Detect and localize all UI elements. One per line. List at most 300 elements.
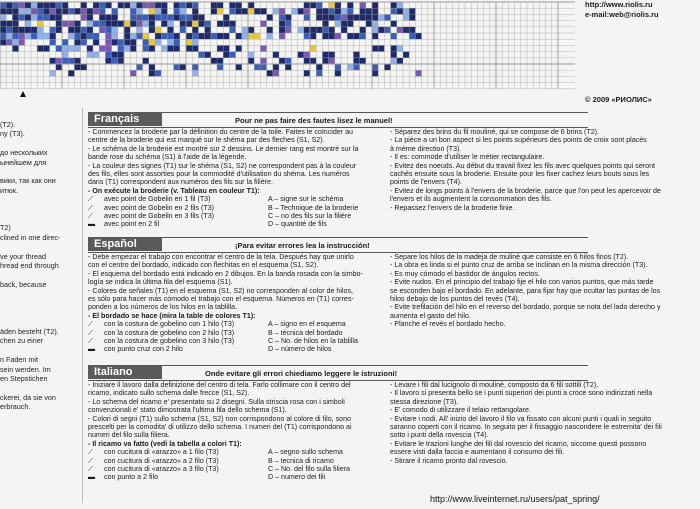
paragraph-line: à mème direction (T3).	[390, 144, 462, 153]
legend-technique: con cucitura di «arazzo» a 2 filo (T3)	[104, 456, 219, 465]
stitch-cell	[316, 70, 322, 76]
stitch-cell	[0, 14, 6, 20]
stitch-cell	[322, 27, 328, 33]
stitch-cell	[217, 8, 223, 14]
stitch-cell	[43, 8, 49, 14]
stitch-cell	[403, 8, 409, 14]
francais-subtitle: Pour ne pas faire des fautes lisez le manuel!	[235, 116, 393, 125]
paragraph-line: ricamo, indicato sullo schema dalle frecce (S1, S2).	[88, 389, 250, 398]
stitch-cell	[56, 21, 62, 27]
stitch-cell	[161, 21, 167, 27]
paragraph-line: - La couleur des signes (T1) sur le shéma (S1, S2) ne correspondent pas à la couleur	[88, 161, 357, 170]
stitch-cell	[403, 52, 409, 58]
stitch-cell	[149, 8, 155, 14]
stitch-cell	[56, 2, 62, 8]
left-fragment: chen zu einer	[0, 336, 44, 346]
paragraph-line: - La pièce a un bon aspect si les points supérieurs des points de croix sont placés	[390, 136, 647, 145]
stitch-cell	[143, 14, 149, 20]
stitch-cell	[329, 27, 335, 33]
stitch-cell	[136, 8, 142, 14]
left-fragment	[0, 299, 78, 308]
stitch-cell	[19, 14, 25, 20]
stitch-cell	[372, 33, 378, 39]
stitch-cell	[180, 14, 186, 20]
stitch-cell	[223, 21, 229, 27]
legend-row	[88, 329, 363, 337]
stitch-cell	[347, 14, 353, 20]
left-fragment	[0, 383, 78, 392]
stitch-cell	[174, 33, 180, 39]
stitch-cell	[74, 39, 80, 45]
stitch-cell	[37, 21, 43, 27]
stitch-cell	[161, 33, 167, 39]
left-fragment: T2)	[0, 223, 11, 233]
stitch-cell	[174, 64, 180, 70]
stitch-cell	[149, 14, 155, 20]
stitch-cell	[68, 58, 74, 64]
stitch-symbol-icon: ⟋	[88, 337, 93, 346]
stitch-cell	[304, 33, 310, 39]
stitch-cell	[174, 39, 180, 45]
stitch-cell	[267, 27, 273, 33]
stitch-cell	[25, 14, 31, 20]
stitch-cell	[6, 21, 12, 27]
stitch-cell	[360, 27, 366, 33]
stitch-cell	[130, 14, 136, 20]
stitch-cell	[329, 58, 335, 64]
stitch-cell	[93, 52, 99, 58]
stitch-cell	[186, 2, 192, 8]
paragraph-line: - El bordado se hace (mira la table de colores T1):	[88, 311, 256, 320]
paragraph-line: - E' comodo di utilizzare il telaio rettangolare.	[390, 406, 531, 415]
legend-definition: D – numero dei fili	[268, 473, 326, 482]
paragraph-line: hilos debajo de los puntos del revés (T4).	[390, 295, 520, 304]
paragraph-line: - La obra es linda si el punto cruz de arriba se inclinan en la misma dirección (T3).	[390, 261, 648, 270]
stitch-cell	[155, 27, 161, 33]
italiano-right-text	[390, 381, 662, 465]
paragraph-line: dans (T1) correspondent aux numéros des fils sur la filière.	[88, 178, 273, 187]
legend-technique: con cucitura di «arazzo» a 1 filo (T3)	[104, 448, 219, 457]
paragraph-line: - Es muy cómodo el bastidor de ángulos rectos.	[390, 269, 540, 278]
francais-left-text	[88, 128, 358, 229]
stitch-cell	[81, 14, 87, 20]
paragraph-line: se esconden bajo el bordado. En adelante, para fijar hay que ocultar las puntas de los	[390, 286, 661, 295]
stitch-cell	[236, 45, 242, 51]
stitch-cell	[112, 14, 118, 20]
stitch-cell	[229, 27, 235, 33]
stitch-cell	[310, 33, 316, 39]
stitch-cell	[279, 27, 285, 33]
left-fragment: back, because	[0, 279, 47, 289]
stitch-cell	[285, 21, 291, 27]
stitch-cell	[353, 33, 359, 39]
stitch-cell	[329, 33, 335, 39]
stitch-cell	[130, 45, 136, 51]
paragraph-line: - On exécute la broderie (v. Tableau en couleur T1):	[88, 186, 260, 195]
stitch-cell	[304, 52, 310, 58]
stitch-cell	[279, 8, 285, 14]
stitch-cell	[124, 45, 130, 51]
stitch-cell	[229, 2, 235, 8]
stitch-cell	[316, 64, 322, 70]
stitch-symbol-icon: ⟋	[88, 448, 93, 457]
stitch-cell	[341, 14, 347, 20]
legend-technique: con la costura de gobelino con 1 hilo (T3)	[104, 320, 235, 329]
paragraph-line: cachés ensuite sous la broderie. Ensuite pour les fixer cachez leurs bouts sous les	[390, 170, 650, 179]
stitch-cell	[81, 33, 87, 39]
left-column-fragments	[0, 120, 78, 412]
stitch-cell	[0, 21, 6, 27]
paragraph-line: - Evite trefilación del hilo en el reverso del bordado, porque se nota del lado derecho y	[390, 303, 661, 312]
stitch-cell	[6, 8, 12, 14]
stitch-cell	[124, 33, 130, 39]
stitch-cell	[12, 27, 18, 33]
stitch-cell	[335, 70, 341, 76]
paragraph-line: logía se indica la última fila del esquema (S1).	[88, 278, 233, 287]
stitch-cell	[322, 58, 328, 64]
stitch-cell	[99, 27, 105, 33]
stitch-cell	[285, 58, 291, 64]
stitch-cell	[236, 33, 242, 39]
stitch-cell	[223, 33, 229, 39]
stitch-cell	[322, 14, 328, 20]
stitch-cell	[211, 58, 217, 64]
stitch-cell	[56, 58, 62, 64]
stitch-cell	[285, 14, 291, 20]
stitch-cell	[366, 21, 372, 27]
stitch-cell	[229, 8, 235, 14]
stitch-cell	[167, 21, 173, 27]
stitch-cell	[12, 39, 18, 45]
stitch-cell	[180, 21, 186, 27]
paragraph-line: - Colores de señales (T1) en el esquema (S1, S2) no corresponden al color de hilos,	[88, 286, 353, 295]
website-link[interactable]: http://www.riolis.ru	[585, 0, 653, 9]
stitch-cell	[285, 64, 291, 70]
legend-technique: avec point de Gobelin en 2 fils (T3)	[104, 203, 215, 212]
stitch-cell	[37, 14, 43, 20]
stitch-cell	[130, 8, 136, 14]
paragraph-line: - Levare i fili dal lucignolo di mouliné, composto da 6 fili sottili (T2).	[390, 381, 599, 389]
stitch-cell	[118, 21, 124, 27]
stitch-cell	[136, 27, 142, 33]
stitch-cell	[68, 33, 74, 39]
stitch-cell	[136, 14, 142, 20]
stitch-cell	[68, 70, 74, 76]
stitch-cell	[74, 45, 80, 51]
stitch-cell	[81, 8, 87, 14]
stitch-cell	[50, 2, 56, 8]
legend-row	[88, 212, 358, 220]
stitch-cell	[347, 64, 353, 70]
legend-row	[88, 337, 363, 345]
stitch-cell	[397, 8, 403, 14]
stitch-cell	[37, 2, 43, 8]
stitch-cell	[384, 27, 390, 33]
stitch-cell	[31, 8, 37, 14]
stitch-cell	[74, 8, 80, 14]
stitch-cell	[112, 58, 118, 64]
stitch-cell	[372, 2, 378, 8]
stitch-cell	[56, 8, 62, 14]
espanol-subtitle: ¡Para evitar errores lea la instrucción!	[235, 241, 370, 250]
stitch-symbol-icon: ▬	[88, 220, 96, 229]
left-fragment: до нескольких	[0, 148, 48, 158]
divider	[82, 108, 83, 503]
stitch-cell	[0, 39, 6, 45]
stitch-cell	[211, 8, 217, 14]
stitch-cell	[50, 39, 56, 45]
stitch-cell	[136, 64, 142, 70]
stitch-cell	[186, 14, 192, 20]
email-link[interactable]: e-mail:web@riolis.ru	[585, 10, 659, 19]
paragraph-line: convenzionali e' stato dimostrata l'ultima fila dello schema (S1).	[88, 406, 287, 415]
stitch-cell	[136, 33, 142, 39]
left-fragment	[0, 289, 78, 298]
stitch-cell	[391, 21, 397, 27]
stitch-cell	[62, 39, 68, 45]
stitch-cell	[329, 8, 335, 14]
paragraph-line: bande rose du schéma (S1) à l'aide de la légende.	[88, 153, 247, 162]
stitch-cell	[236, 8, 242, 14]
stitch-cell	[105, 58, 111, 64]
left-fragment: ve your thread	[0, 251, 46, 261]
stitch-cell	[143, 39, 149, 45]
stitch-cell	[378, 45, 384, 51]
stitch-cell	[25, 2, 31, 8]
espanol-right-text	[390, 253, 661, 329]
stitch-cell	[149, 64, 155, 70]
stitch-cell	[74, 64, 80, 70]
legend-definition: B – tecnica di ricamo	[268, 456, 334, 465]
legend-technique: avec point de Gobelin en 1 fil (T3)	[104, 195, 211, 204]
italiano-subtitle: Onde evitare gli errori chiediamo leggere le istruzioni!	[205, 369, 398, 378]
stitch-cell	[279, 33, 285, 39]
paragraph-line: centre de la broderie qui est marqué sur le shéma par des fleches (S1, S2).	[88, 136, 325, 145]
stitch-cell	[174, 14, 180, 20]
stitch-cell	[180, 27, 186, 33]
stitch-cell	[242, 27, 248, 33]
stitch-cell	[105, 14, 111, 20]
stitch-cell	[403, 27, 409, 33]
stitch-cell	[391, 45, 397, 51]
stitch-cell	[186, 33, 192, 39]
paragraph-line: - Evitare le trazioni lunghe dei fili dal rovescio del ricamo, siccome questi possono	[390, 439, 647, 448]
stitch-cell	[130, 39, 136, 45]
stitch-cell	[192, 64, 198, 70]
stitch-cell	[37, 45, 43, 51]
stitch-cell	[360, 8, 366, 14]
stitch-cell	[143, 58, 149, 64]
stitch-cell	[415, 33, 421, 39]
stitch-cell	[130, 70, 136, 76]
stitch-cell	[62, 58, 68, 64]
stitch-cell	[304, 27, 310, 33]
stitch-cell	[12, 2, 18, 8]
paragraph-line: des fils, elles sont assorties pour la commodité d'utilisation du shéma. Les numéros	[88, 170, 350, 179]
stitch-cell	[112, 21, 118, 27]
stitch-cell	[118, 2, 124, 8]
stitch-cell	[254, 8, 260, 14]
stitch-cell	[341, 8, 347, 14]
stitch-cell	[12, 21, 18, 27]
stitch-cell	[360, 58, 366, 64]
stitch-cell	[105, 27, 111, 33]
stitch-cell	[19, 2, 25, 8]
left-fragment	[0, 308, 78, 317]
stitch-cell	[167, 27, 173, 33]
stitch-cell	[124, 2, 130, 8]
paragraph-line: - Il es: commode d'utiliser le métier rectangulaire.	[390, 153, 545, 162]
stitch-cell	[341, 27, 347, 33]
stitch-cell	[81, 39, 87, 45]
stitch-cell	[205, 33, 211, 39]
stitch-cell	[273, 8, 279, 14]
left-fragment	[0, 205, 78, 214]
stitch-cell	[68, 21, 74, 27]
stitch-cell	[322, 21, 328, 27]
stitch-cell	[217, 45, 223, 51]
legend-row	[88, 473, 352, 481]
stitch-cell	[31, 2, 37, 8]
stitch-cell	[248, 52, 254, 58]
stitch-cell	[353, 52, 359, 58]
stitch-cell	[37, 33, 43, 39]
stitch-cell	[155, 33, 161, 39]
stitch-cell	[192, 39, 198, 45]
stitch-cell	[130, 21, 136, 27]
stitch-cell	[291, 8, 297, 14]
stitch-cell	[37, 27, 43, 33]
stitch-cell	[198, 52, 204, 58]
stitch-cell	[248, 8, 254, 14]
stitch-cell	[31, 33, 37, 39]
stitch-cell	[6, 2, 12, 8]
paragraph-line: ponden a los números de los hilos en la tablilla.	[88, 303, 238, 312]
stitch-cell	[6, 33, 12, 39]
stitch-cell	[12, 33, 18, 39]
stitch-cell	[229, 21, 235, 27]
legend-row	[88, 195, 358, 203]
stitch-cell	[50, 58, 56, 64]
stitch-cell	[105, 39, 111, 45]
stitch-cell	[372, 27, 378, 33]
stitch-cell	[397, 27, 403, 33]
stitch-cell	[180, 8, 186, 14]
stitch-cell	[155, 70, 161, 76]
left-fragment: hread end through	[0, 261, 59, 271]
stitch-symbol-icon: ▬	[88, 345, 96, 354]
stitch-cell	[118, 52, 124, 58]
stitch-cell	[161, 14, 167, 20]
stitch-cell	[174, 45, 180, 51]
stitch-cell	[124, 27, 130, 33]
stitch-cell	[372, 64, 378, 70]
stitch-cell	[149, 39, 155, 45]
paragraph-line: - Séparez des brins du fil mouliné, qui se compose de 6 brins (T2).	[390, 128, 599, 136]
legend-row	[88, 320, 363, 328]
stitch-cell	[143, 21, 149, 27]
stitch-cell	[50, 70, 56, 76]
stitch-cell	[99, 21, 105, 27]
stitch-cell	[192, 8, 198, 14]
stitch-cell	[149, 21, 155, 27]
stitch-cell	[391, 58, 397, 64]
stitch-cell	[93, 8, 99, 14]
stitch-cell	[112, 33, 118, 39]
stitch-cell	[25, 33, 31, 39]
stitch-cell	[19, 39, 25, 45]
stitch-cell	[335, 14, 341, 20]
stitch-cell	[254, 33, 260, 39]
stitch-cell	[19, 27, 25, 33]
stitch-cell	[254, 64, 260, 70]
paragraph-line: - Il lavoro si presenta bello se i punti superiori dei punti a croce sono indirizzati nella	[390, 389, 653, 398]
stitch-cell	[236, 64, 242, 70]
stitch-cell	[409, 27, 415, 33]
footer-url[interactable]: http://www.liveinternet.ru/users/pat_spring/	[430, 494, 600, 504]
stitch-cell	[192, 33, 198, 39]
stitch-cell	[316, 2, 322, 8]
stitch-cell	[409, 8, 415, 14]
stitch-cell	[192, 70, 198, 76]
stitch-cell	[223, 45, 229, 51]
left-fragment	[0, 167, 78, 176]
stitch-cell	[56, 64, 62, 70]
stitch-cell	[310, 2, 316, 8]
center-arrow-icon	[20, 91, 26, 97]
stitch-cell	[50, 8, 56, 14]
stitch-cell	[260, 58, 266, 64]
stitch-cell	[229, 52, 235, 58]
stitch-cell	[192, 21, 198, 27]
stitch-cell	[12, 8, 18, 14]
stitch-cell	[143, 45, 149, 51]
espanol-tab: Español	[88, 237, 162, 251]
left-fragment: sein werden. Im	[0, 364, 51, 374]
stitch-cell	[130, 33, 136, 39]
italiano-left-text	[88, 381, 352, 482]
espanol-left-text	[88, 253, 363, 354]
stitch-cell	[322, 8, 328, 14]
copyright: © 2009 «РИОЛИС»	[585, 95, 652, 104]
stitch-cell	[372, 21, 378, 27]
stitch-cell	[161, 2, 167, 8]
stitch-cell	[335, 64, 341, 70]
stitch-cell	[223, 14, 229, 20]
stitch-cell	[273, 64, 279, 70]
paragraph-line: sotto i punti della rovescia (T4).	[390, 431, 489, 440]
stitch-cell	[366, 8, 372, 14]
stitch-cell	[186, 39, 192, 45]
stitch-cell	[236, 2, 242, 8]
stitch-cell	[192, 2, 198, 8]
stitch-cell	[391, 52, 397, 58]
legend-definition: A – signe sur le schéma	[268, 195, 344, 204]
francais-tab: Français	[88, 112, 162, 126]
stitch-cell	[87, 14, 93, 20]
stitch-cell	[87, 21, 93, 27]
left-fragment: en Stepstichen	[0, 373, 48, 383]
stitch-cell	[409, 14, 415, 20]
stitch-cell	[174, 2, 180, 8]
legend-row	[88, 204, 358, 212]
stitch-cell	[353, 14, 359, 20]
legend-definition: A – segno sullo schema	[268, 448, 343, 457]
legend-definition: D – número de hilos	[268, 345, 332, 354]
stitch-cell	[143, 2, 149, 8]
stitch-cell	[217, 58, 223, 64]
legend-row	[88, 465, 352, 473]
